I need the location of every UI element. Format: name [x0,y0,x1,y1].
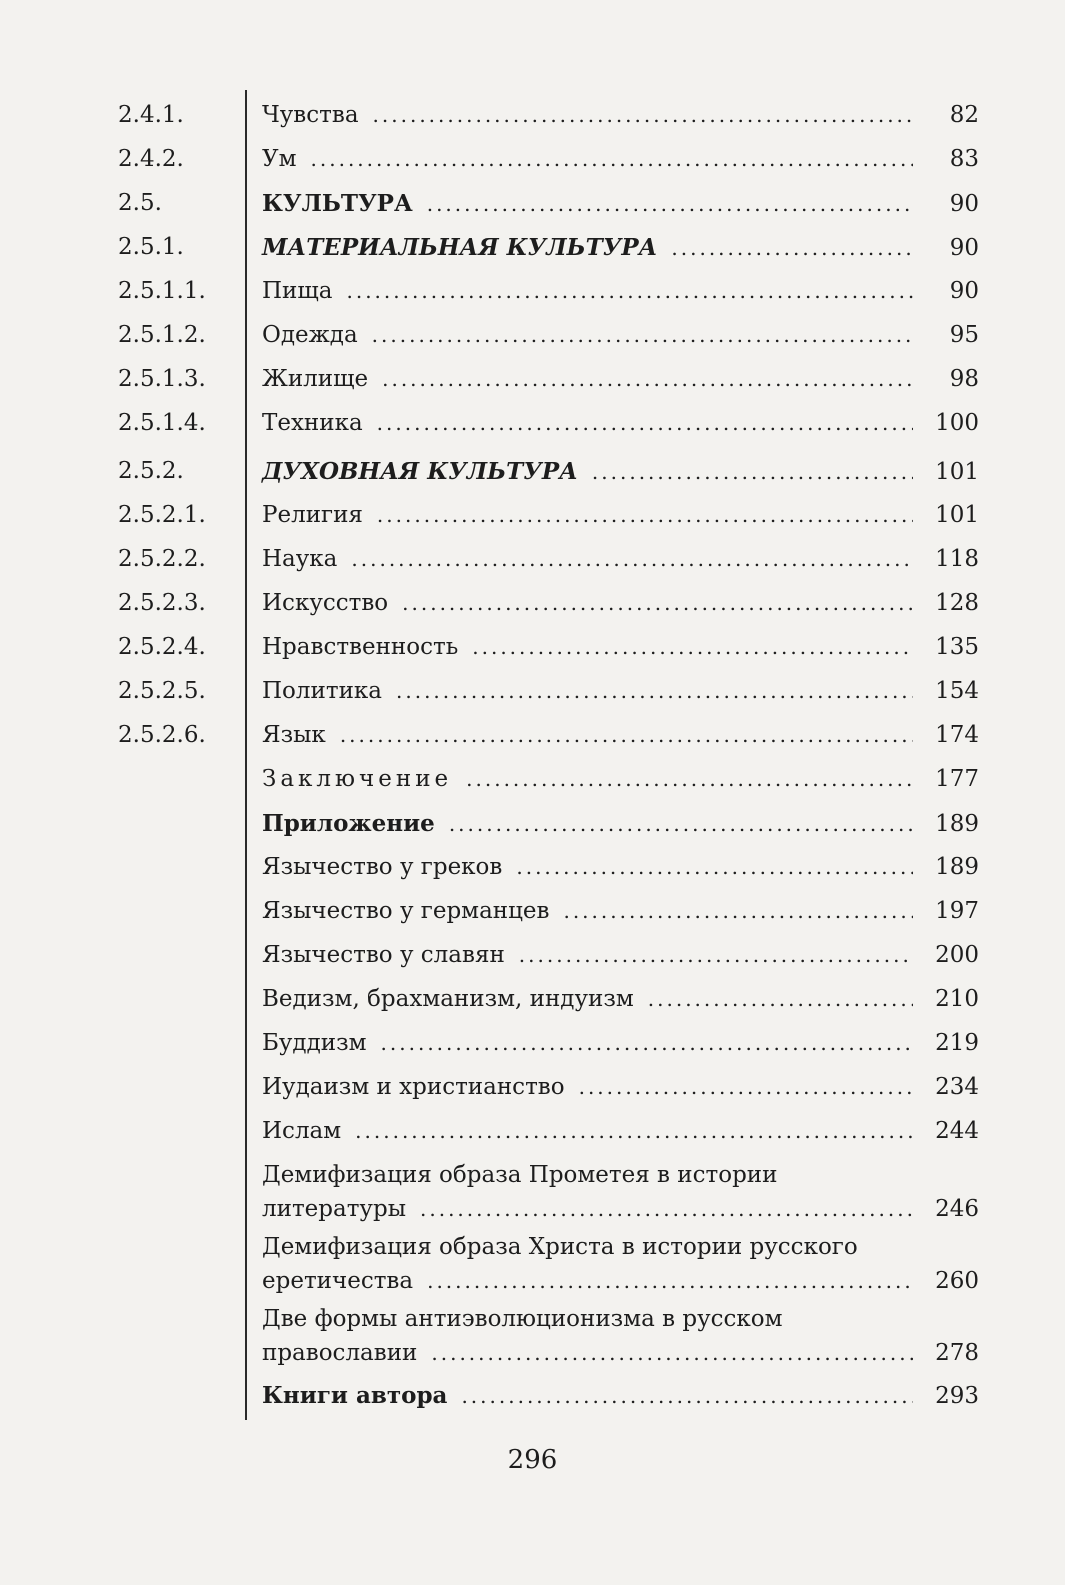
toc-entry [0,102,1065,146]
toc-entry-page: 260 [935,1268,979,1294]
dot-leader [396,679,913,703]
toc-entry [0,146,1065,190]
toc-entry [0,458,1065,502]
toc-entry-line [262,1118,979,1144]
dot-leader [431,1336,913,1370]
toc-entry [0,366,1065,410]
toc-entry-title: Ислам [262,1118,342,1144]
toc-entry-line [262,590,979,616]
toc-entry-title: Язычество у славян [262,942,505,968]
toc-entry-line [262,502,979,528]
dot-leader [592,460,913,484]
toc-entry [0,190,1065,234]
toc-entry-line [262,1074,979,1100]
toc-entry-number: 2.5.1. [118,234,184,260]
toc-entry-page: 83 [949,146,979,172]
toc-entry [0,986,1065,1030]
toc-entry [0,322,1065,366]
toc-entry-title: ДУХОВНАЯ КУЛЬТУРА [262,458,578,485]
dot-leader [381,1031,913,1055]
toc-entry-page: 82 [949,102,979,128]
toc-entry-page: 100 [935,410,979,436]
toc-entry-page: 135 [935,634,979,660]
toc-entry-title-line2: еретичества [262,1268,414,1294]
toc-entry-line [262,854,979,880]
toc-entry-number: 2.5.2.3. [118,590,206,616]
toc-entry-page: 197 [935,898,979,924]
dot-leader [346,279,913,303]
toc-entry-page: 154 [935,678,979,704]
toc-entry [0,234,1065,278]
toc-entry-page: 200 [935,942,979,968]
toc-entry-title: Заключение [262,766,453,792]
toc-entry-title-line1: Две формы антиэволюционизма в русском [262,1306,783,1332]
toc-entry-title-line2: литературы [262,1196,406,1222]
toc-entry-page: 101 [935,502,979,528]
toc-entry-line [262,942,979,968]
toc-entry-title: Приложение [262,810,435,837]
toc-entry [0,810,1065,854]
toc-entry-page: 101 [935,459,979,485]
toc-entry-title: Ум [262,146,297,172]
toc-entry-number: 2.5.2.5. [118,678,206,704]
dot-leader [671,236,913,260]
toc-entry-title-line2: православии [262,1340,418,1366]
toc-entry-number: 2.5.2.1. [118,502,206,528]
dot-leader [355,1119,913,1143]
dot-leader [402,591,913,615]
toc-entry-title-line1: Демифизация образа Прометея в истории [262,1162,778,1188]
dot-leader [340,723,913,747]
dot-leader [449,812,913,836]
toc-entry [0,766,1065,810]
toc-entry-line [262,722,979,748]
toc-entry-number: 2.5. [118,190,162,216]
toc-entry-title: Язычество у германцев [262,898,550,924]
toc-entry-title: Книги автора [262,1382,448,1409]
toc-entry [0,410,1065,454]
dot-leader [311,147,913,171]
toc-entry [0,278,1065,322]
toc-entry-multiline [262,1302,979,1370]
toc-entry-page: 244 [935,1118,979,1144]
dot-leader [420,1192,913,1226]
dot-leader [563,899,913,923]
dot-leader [516,855,913,879]
dot-leader [373,103,913,127]
toc-entry-title: Жилище [262,366,369,392]
toc-entry-title: Нравственность [262,634,459,660]
toc-entry-title: Буддизм [262,1030,367,1056]
toc-entry-line [262,322,979,348]
toc-entry-title: Иудаизм и христианство [262,1074,565,1100]
toc-entry-page: 246 [935,1196,979,1222]
toc-entry-title: Ведизм, брахманизм, индуизм [262,986,634,1012]
toc-entry [0,502,1065,546]
toc-entry-page: 177 [935,766,979,792]
toc-entry [0,546,1065,590]
toc-entry [0,722,1065,766]
toc-entry-line [262,898,979,924]
toc-entry-page: 118 [935,546,979,572]
toc-entry-page: 189 [935,854,979,880]
page-number: 296 [507,1445,558,1475]
toc-entry-number: 2.5.1.2. [118,322,206,348]
toc-entry-title: Политика [262,678,382,704]
toc-entry-title: Пища [262,278,333,304]
toc-entry-page: 90 [949,278,979,304]
toc-entry-title: Чувства [262,102,359,128]
toc-entry-line [262,366,979,392]
dot-leader [377,411,913,435]
dot-leader [351,547,913,571]
dot-leader [648,987,913,1011]
toc-entry [0,1030,1065,1074]
toc-entry [0,854,1065,898]
toc-entry [0,634,1065,678]
toc-entry-page: 95 [949,322,979,348]
toc-entry-page: 210 [935,986,979,1012]
toc-entry-title: Наука [262,546,338,572]
toc-entry-line [262,986,979,1012]
toc-entry-line [262,278,979,304]
toc-entry-title: Язычество у греков [262,854,503,880]
toc-entry-page: 278 [935,1340,979,1366]
dot-leader [372,323,913,347]
toc-entry-page: 128 [935,590,979,616]
toc-entry-number: 2.5.2.2. [118,546,206,572]
toc-entry-page: 189 [935,811,979,837]
toc-entry-line [262,766,979,792]
dot-leader [377,503,913,527]
toc-entry-line [262,678,979,704]
toc-entry-title: Язык [262,722,326,748]
toc-entry [0,590,1065,634]
toc-entry-title: Техника [262,410,363,436]
toc-entry-number: 2.5.2.4. [118,634,206,660]
toc-entry-number: 2.5.1.3. [118,366,206,392]
toc-entry-page: 234 [935,1074,979,1100]
dot-leader [472,635,913,659]
toc-entry-title: Религия [262,502,363,528]
dot-leader [519,943,913,967]
toc-entry-number: 2.5.2.6. [118,722,206,748]
toc-entry-page: 90 [949,191,979,217]
toc-entry-multiline [262,1230,979,1298]
toc-entry-page: 219 [935,1030,979,1056]
toc-entry-title: КУЛЬТУРА [262,190,413,217]
dot-leader [427,192,913,216]
toc-entry-number: 2.4.1. [118,102,184,128]
toc-entry-number: 2.4.2. [118,146,184,172]
toc-entry [0,898,1065,942]
toc-entry-page: 293 [935,1383,979,1409]
toc-entry-line [262,1382,979,1409]
toc-entry-page: 174 [935,722,979,748]
dot-leader [461,1384,913,1408]
toc-entry-title: Одежда [262,322,358,348]
toc-entry-line [262,190,979,217]
dot-leader [382,367,913,391]
toc-entry [0,678,1065,722]
toc-entry-title-line1: Демифизация образа Христа в истории русского [262,1234,858,1260]
toc-entry [0,1118,1065,1162]
toc-entry-line [262,1030,979,1056]
toc-entry-title: Искусство [262,590,389,616]
toc-entry-number: 2.5.1.4. [118,410,206,436]
toc-entry-line [262,146,979,172]
toc-entry-line [262,410,979,436]
toc-entry-line [262,458,979,485]
toc-entry-line [262,634,979,660]
toc-entry [0,942,1065,986]
toc-entry-line [262,234,979,261]
dot-leader [466,767,913,791]
toc-entry-number: 2.5.2. [118,458,184,484]
toc-entry-title: МАТЕРИАЛЬНАЯ КУЛЬТУРА [262,234,658,261]
dot-leader [579,1075,913,1099]
toc-entry-line [262,102,979,128]
toc-entry-multiline [262,1158,979,1226]
toc-entry-number: 2.5.1.1. [118,278,206,304]
toc-entry [0,1074,1065,1118]
toc-entry-page: 90 [949,235,979,261]
toc-entry-line [262,810,979,837]
toc-entry-line [262,546,979,572]
toc-entry-page: 98 [949,366,979,392]
dot-leader [427,1264,913,1298]
